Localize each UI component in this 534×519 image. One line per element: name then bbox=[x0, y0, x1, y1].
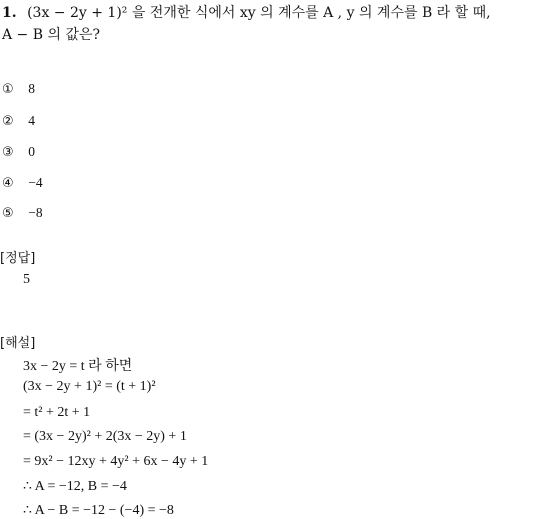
explanation-label: [해설] bbox=[0, 336, 36, 351]
option-2[interactable] bbox=[2, 113, 35, 129]
explanation-line-6: ∴ A = −12, B = −4 bbox=[23, 479, 127, 494]
explanation-line-1: 3x − 2y = t 라 하면 bbox=[23, 359, 133, 374]
option-5-mark: ⑤ bbox=[2, 206, 14, 221]
question-number: 1. bbox=[2, 5, 17, 21]
question-text-line-2: A − B 의 값은? bbox=[2, 27, 101, 43]
option-4-value: −4 bbox=[28, 175, 43, 190]
answer-value: 5 bbox=[23, 272, 30, 287]
answer-label: [정답] bbox=[0, 251, 36, 266]
option-2-value: 4 bbox=[28, 113, 36, 128]
option-4-mark: ④ bbox=[2, 176, 14, 191]
question-text-line-1: (3x − 2y + 1)² 을 전개한 식에서 xy 의 계수를 A , y 의 계수를 B 라 할 때, bbox=[27, 5, 491, 21]
question-line-2 bbox=[2, 24, 100, 44]
option-5[interactable] bbox=[2, 205, 43, 221]
explanation-line-3: = t² + 2t + 1 bbox=[23, 405, 91, 420]
option-1-value: 8 bbox=[28, 81, 36, 96]
explanation-line-7: ∴ A − B = −12 − (−4) = −8 bbox=[23, 503, 174, 518]
question-line-1 bbox=[2, 2, 491, 22]
option-1[interactable] bbox=[2, 81, 35, 97]
option-2-mark: ② bbox=[2, 114, 14, 129]
option-3[interactable] bbox=[2, 144, 35, 160]
explanation-line-2: (3x − 2y + 1)² = (t + 1)² bbox=[23, 379, 156, 394]
option-3-mark: ③ bbox=[2, 145, 14, 160]
option-3-value: 0 bbox=[28, 144, 36, 159]
option-5-value: −8 bbox=[28, 205, 43, 220]
explanation-line-5: = 9x² − 12xy + 4y² + 6x − 4y + 1 bbox=[23, 454, 209, 469]
option-1-mark: ① bbox=[2, 82, 14, 97]
explanation-line-4: = (3x − 2y)² + 2(3x − 2y) + 1 bbox=[23, 429, 187, 444]
option-4[interactable] bbox=[2, 175, 43, 191]
